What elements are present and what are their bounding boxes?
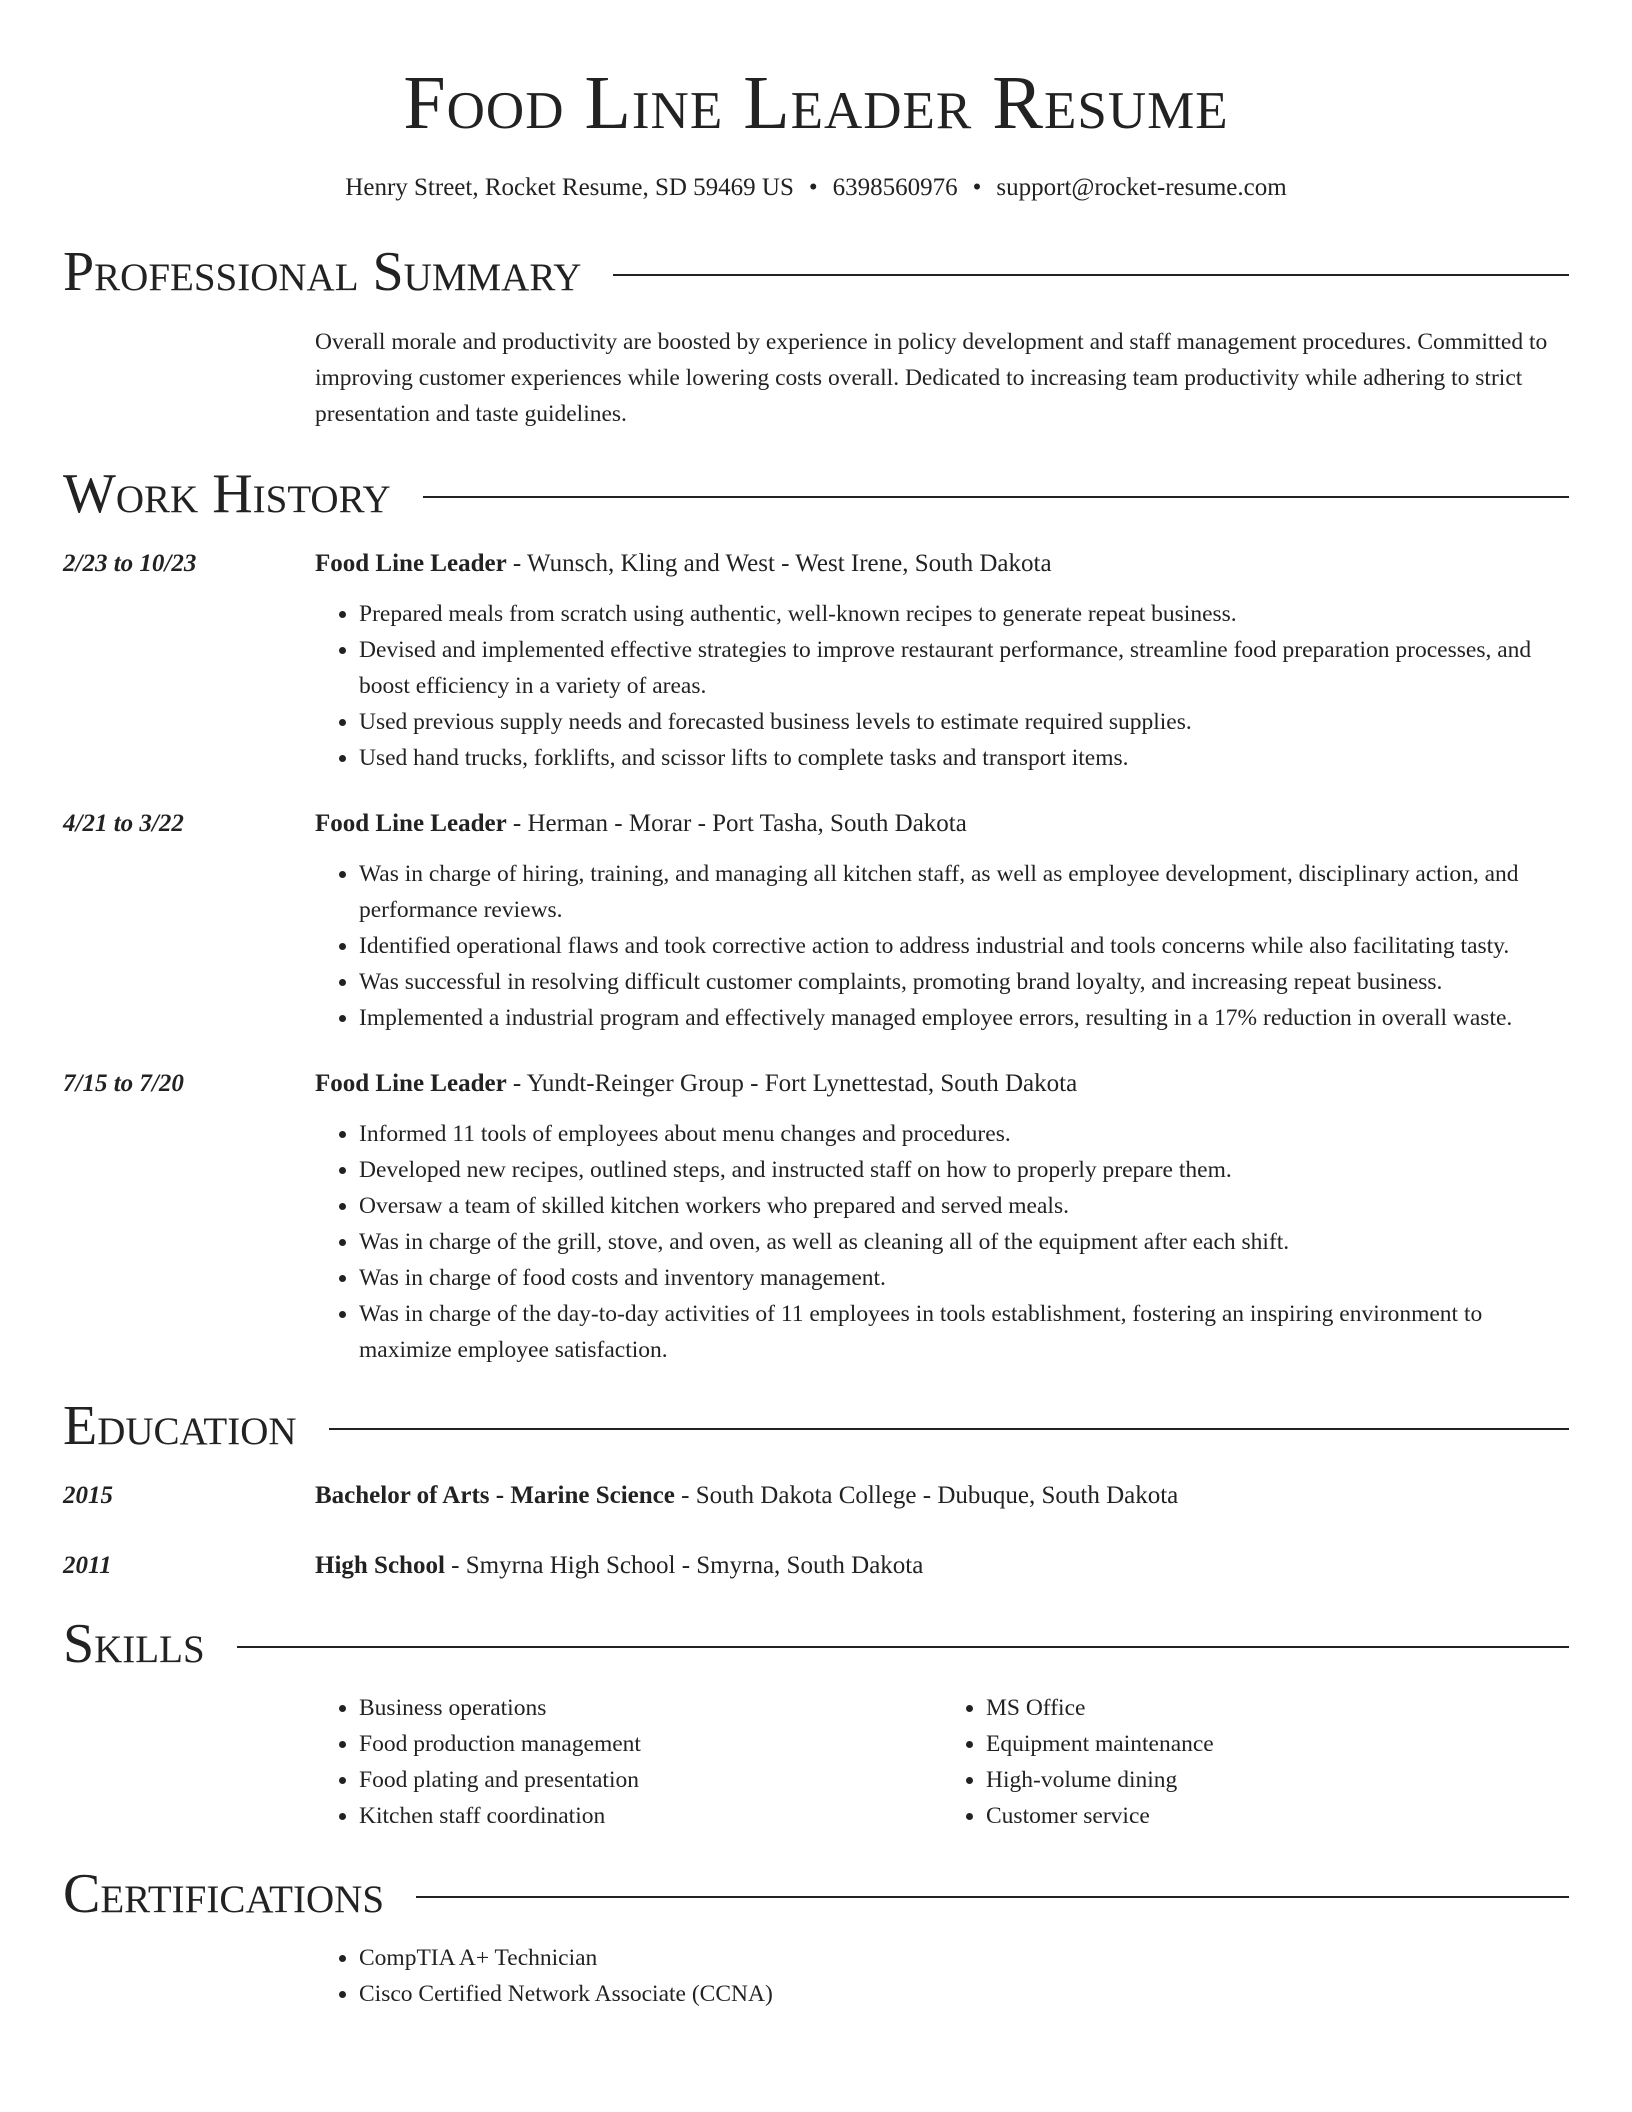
section-header-skills bbox=[63, 1614, 1569, 1674]
list-item: • Used previous supply needs and forecasted business levels to estimate required supplies. bbox=[359, 704, 1569, 740]
skills-list bbox=[315, 1674, 1569, 1834]
job-title-line bbox=[315, 1066, 1569, 1102]
section-divider bbox=[613, 274, 1569, 276]
section-title: Education bbox=[63, 1395, 297, 1457]
job-title-line bbox=[315, 546, 1569, 582]
list-item: • MS Office bbox=[986, 1690, 1569, 1726]
education-degree: Bachelor of Arts - Marine Science bbox=[315, 1482, 675, 1509]
education-entry bbox=[63, 1548, 1569, 1584]
education-school: - Smyrna High School - Smyrna, South Dakota bbox=[444, 1552, 924, 1579]
section-title: Certifications bbox=[63, 1863, 385, 1925]
list-item: • Informed 11 tools of employees about menu changes and procedures. bbox=[359, 1116, 1569, 1152]
list-item: • High-volume dining bbox=[986, 1762, 1569, 1798]
address: Henry Street, Rocket Resume, SD 59469 US bbox=[345, 174, 794, 201]
separator: • bbox=[808, 174, 818, 201]
education-line bbox=[315, 1478, 1569, 1514]
job-dates: 2/23 to 10/23 bbox=[63, 550, 197, 577]
summary-text: Overall morale and productivity are boosted by experience in policy development and staff management procedures. Committed to improving customer experiences while lowering costs overall. Dedicated to increasing team productivity while adhering to strict presentation and taste guidelines. bbox=[315, 329, 1548, 427]
list-item: • Was in charge of the grill, stove, and oven, as well as cleaning all of the equipment after each shift. bbox=[359, 1224, 1569, 1260]
section-title: Professional Summary bbox=[63, 241, 582, 303]
list-item: • Food plating and presentation bbox=[359, 1762, 942, 1798]
education-entry bbox=[63, 1478, 1569, 1514]
list-item: • Implemented a industrial program and effectively managed employee errors, resulting in a 17% reduction in overall waste. bbox=[359, 1000, 1569, 1036]
list-item: • Was in charge of the day-to-day activities of 11 employees in tools establishment, fostering an inspiring environment to maximize employee satisfaction. bbox=[359, 1296, 1569, 1368]
job-title: Food Line Leader bbox=[315, 1070, 507, 1097]
job-employer: - Herman - Morar - Port Tasha, South Dakota bbox=[506, 810, 967, 837]
job-employer: - Wunsch, Kling and West - West Irene, South Dakota bbox=[506, 550, 1052, 577]
contact-line bbox=[63, 172, 1569, 204]
list-item: • Was successful in resolving difficult customer complaints, promoting brand loyalty, and increasing repeat business. bbox=[359, 964, 1569, 1000]
job-title-line bbox=[315, 806, 1569, 842]
list-item: • CompTIA A+ Technician bbox=[359, 1940, 1569, 1976]
section-header-summary bbox=[63, 242, 1569, 302]
list-item: • Used hand trucks, forklifts, and scissor lifts to complete tasks and transport items. bbox=[359, 740, 1569, 776]
list-item: • Prepared meals from scratch using authentic, well-known recipes to generate repeat business. bbox=[359, 596, 1569, 632]
job-bullets bbox=[315, 856, 1569, 1036]
list-item: • Kitchen staff coordination bbox=[359, 1798, 942, 1834]
section-divider bbox=[329, 1428, 1569, 1430]
education-line bbox=[315, 1548, 1569, 1584]
job-dates: 7/15 to 7/20 bbox=[63, 1070, 184, 1097]
list-item: • Oversaw a team of skilled kitchen workers who prepared and served meals. bbox=[359, 1188, 1569, 1224]
list-item: • Customer service bbox=[986, 1798, 1569, 1834]
section-divider bbox=[237, 1646, 1569, 1648]
job-dates: 4/21 to 3/22 bbox=[63, 810, 184, 837]
section-header-certifications bbox=[63, 1864, 1569, 1924]
email: support@rocket-resume.com bbox=[996, 174, 1287, 201]
education-school: - South Dakota College - Dubuque, South Dakota bbox=[674, 1482, 1179, 1509]
job-entry bbox=[63, 1066, 1569, 1368]
section-header-work-history bbox=[63, 464, 1569, 524]
education-year: 2011 bbox=[63, 1552, 112, 1579]
phone: 6398560976 bbox=[832, 174, 958, 201]
resume-title: Food Line Leader Resume bbox=[403, 61, 1229, 145]
job-entry bbox=[63, 806, 1569, 1036]
section-header-education bbox=[63, 1396, 1569, 1456]
separator: • bbox=[972, 174, 982, 201]
job-title: Food Line Leader bbox=[315, 810, 507, 837]
section-divider bbox=[416, 1896, 1569, 1898]
section-title: Work History bbox=[63, 463, 391, 525]
job-bullets bbox=[315, 1116, 1569, 1368]
education-year: 2015 bbox=[63, 1482, 113, 1509]
list-item: • Was in charge of food costs and inventory management. bbox=[359, 1260, 1569, 1296]
certifications-list bbox=[315, 1940, 1569, 2012]
list-item: • Food production management bbox=[359, 1726, 942, 1762]
list-item: • Identified operational flaws and took corrective action to address industrial and tools concerns while also facilitating tasty. bbox=[359, 928, 1569, 964]
job-title: Food Line Leader bbox=[315, 550, 507, 577]
skills-column-left bbox=[315, 1690, 942, 1834]
education-degree: High School bbox=[315, 1552, 445, 1579]
list-item: • Developed new recipes, outlined steps, and instructed staff on how to properly prepare them. bbox=[359, 1152, 1569, 1188]
list-item: • Business operations bbox=[359, 1690, 942, 1726]
skills-column-right bbox=[942, 1690, 1569, 1834]
list-item: • Devised and implemented effective strategies to improve restaurant performance, streamline food preparation processes, and boost efficiency in a variety of areas. bbox=[359, 632, 1569, 704]
list-item: • Cisco Certified Network Associate (CCNA) bbox=[359, 1976, 1569, 2012]
job-entry bbox=[63, 546, 1569, 776]
section-divider bbox=[423, 496, 1569, 498]
section-title: Skills bbox=[63, 1613, 205, 1675]
list-item: • Was in charge of hiring, training, and managing all kitchen staff, as well as employee development, disciplinary action, and performance reviews. bbox=[359, 856, 1569, 928]
list-item: • Equipment maintenance bbox=[986, 1726, 1569, 1762]
certifications-bullets bbox=[315, 1940, 1569, 2012]
job-employer: - Yundt-Reinger Group - Fort Lynettestad, South Dakota bbox=[506, 1070, 1078, 1097]
job-bullets bbox=[315, 596, 1569, 776]
